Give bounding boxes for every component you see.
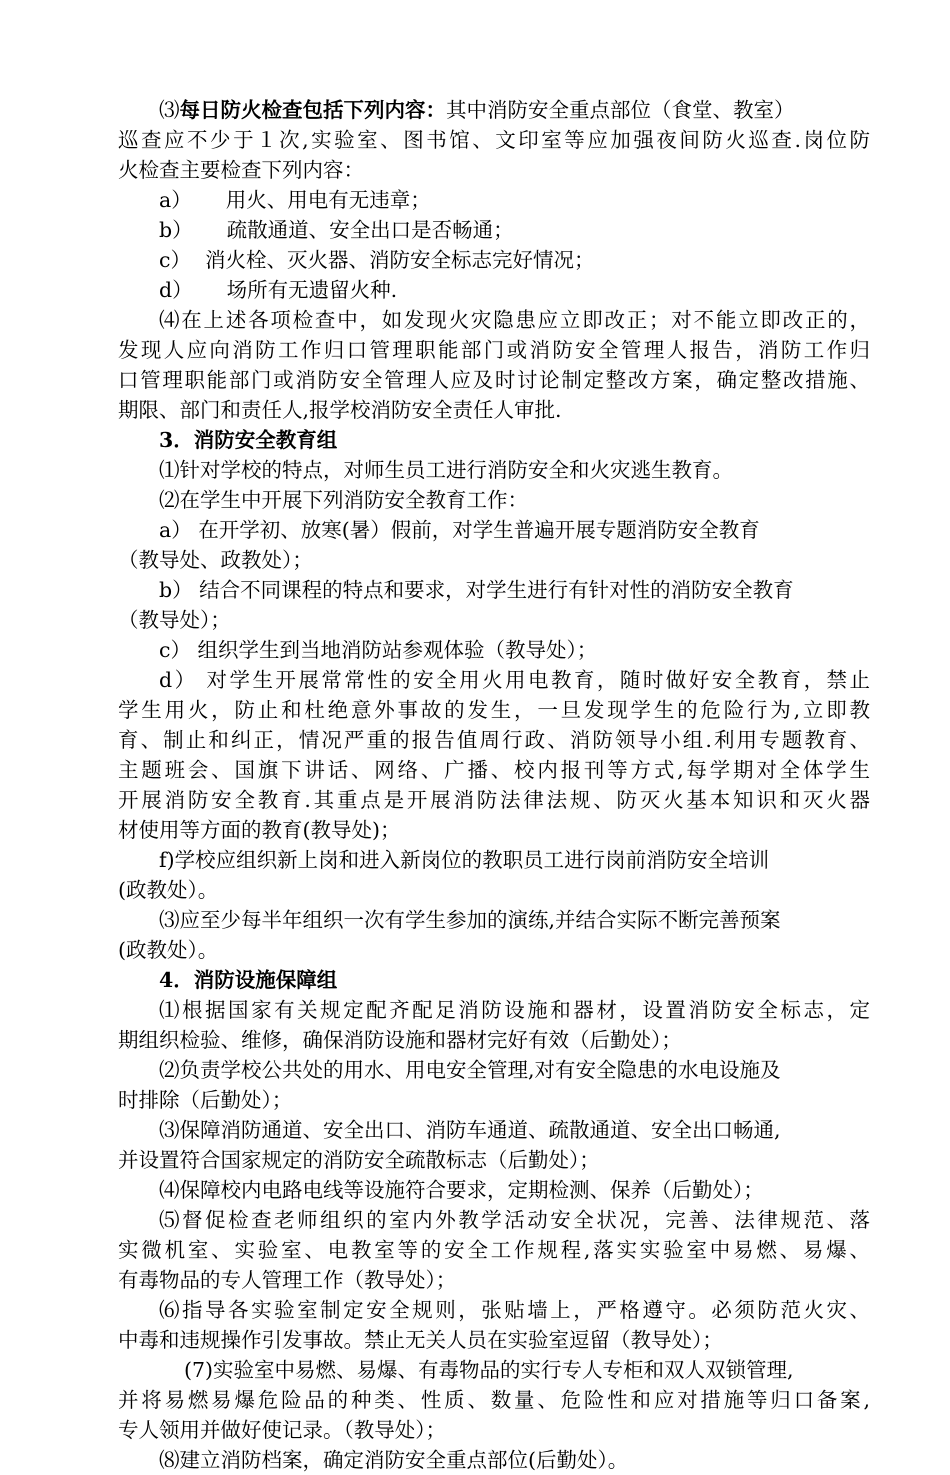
paragraph-line: （教导处、政教处）；	[118, 548, 313, 572]
paragraph-line: ⑵在学生中开展下列消防安全教育工作：	[159, 488, 528, 512]
paragraph-line: 学生用火，防止和杜绝意外事故的发生，一旦发现学生的危险行为,立即教	[118, 698, 870, 722]
paragraph-line: 时排除（后勤处）；	[118, 1088, 293, 1112]
paragraph-line: 口管理职能部门或消防安全管理人应及时讨论制定整改方案，确定整改措施、	[118, 368, 870, 392]
bold-heading: 每日防火检查包括下列内容：	[179, 98, 446, 122]
paragraph-line: b） 结合不同课程的特点和要求，对学生进行有针对性的消防安全教育	[159, 578, 794, 602]
paragraph-line: ⑸督促检查老师组织的室内外教学活动安全状况，完善、法律规范、落	[159, 1208, 870, 1232]
paragraph-line: 中毒和违规操作引发事故。禁止无关人员在实验室逗留（教导处）；	[118, 1328, 723, 1352]
paragraph-line: ⑶每日防火检查包括下列内容：其中消防安全重点部位（食堂、教室）	[159, 98, 795, 122]
paragraph-line: 火检查主要检查下列内容：	[118, 158, 364, 182]
paragraph-line: 有毒物品的专人管理工作（教导处）；	[118, 1268, 457, 1292]
paragraph-line: 材使用等方面的教育(教导处)；	[118, 818, 401, 842]
list-item: d） 场所有无遗留火种.	[159, 278, 398, 302]
paragraph-line: 期限、部门和责任人,报学校消防安全责任人审批.	[118, 398, 562, 422]
paragraph-line: (7)实验室中易燃、易爆、有毒物品的实行专人专柜和双人双锁管理,	[184, 1358, 794, 1382]
paragraph-line: 专人领用并做好使记录。（教导处）；	[118, 1418, 446, 1442]
paragraph-line: ⑹指导各实验室制定安全规则，张贴墙上，严格遵守。必须防范火灾、	[159, 1298, 870, 1322]
paragraph-line: 育、制止和纠正，情况严重的报告值周行政、消防领导小组.利用专题教育、	[118, 728, 870, 752]
list-item: c） 消火栓、灭火器、消防安全标志完好情况；	[159, 248, 595, 272]
paragraph-line: ⑶应至少每半年组织一次有学生参加的演练,并结合实际不断完善预案	[159, 908, 781, 932]
paragraph-line: (政教处）。	[118, 938, 219, 962]
paragraph-line: ⑶保障消防通道、安全出口、消防车通道、疏散通道、安全出口畅通,	[159, 1118, 781, 1142]
paragraph-line: ⑻建立消防档案，确定消防安全重点部位(后勤处）。	[159, 1448, 629, 1472]
paragraph-line: （教导处）；	[118, 608, 231, 632]
list-item: a） 用火、用电有无违章；	[159, 188, 431, 212]
paragraph-line: (政教处）。	[118, 878, 219, 902]
paragraph-line: ⑷保障校内电路电线等设施符合要求，定期检测、保养（后勤处）；	[159, 1178, 764, 1202]
paragraph-line: d） 对学生开展常常性的安全用火用电教育，随时做好安全教育，禁止	[159, 668, 870, 692]
paragraph-line: ⑴根据国家有关规定配齐配足消防设施和器材，设置消防安全标志，定	[159, 998, 870, 1022]
paragraph-line: 开展消防安全教育.其重点是开展消防法律法规、防灭火基本知识和灭火器	[118, 788, 870, 812]
section-heading: 3．消防安全教育组	[159, 428, 338, 452]
paragraph-line: 期组织检验、维修，确保消防设施和器材完好有效（后勤处）；	[118, 1028, 682, 1052]
list-item: b） 疏散通道、安全出口是否畅通；	[159, 218, 514, 242]
paragraph-line: 主题班会、国旗下讲话、网络、广播、校内报刊等方式,每学期对全体学生	[118, 758, 870, 782]
section-heading: 4．消防设施保障组	[159, 968, 338, 992]
paragraph-line: ⑴针对学校的特点，对师生员工进行消防安全和火灾逃生教育。	[159, 458, 733, 482]
paragraph-line: 实微机室、实验室、电教室等的安全工作规程,落实实验室中易燃、易爆、	[118, 1238, 870, 1262]
paragraph-line: a） 在开学初、放寒(暑）假前，对学生普遍开展专题消防安全教育	[159, 518, 760, 542]
paragraph-line: 并设置符合国家规定的消防安全疏散标志（后勤处）；	[118, 1148, 600, 1172]
paragraph-line: f)学校应组织新上岗和进入新岗位的教职员工进行岗前消防安全培训	[159, 848, 770, 872]
paragraph-line: ⑵负责学校公共处的用水、用电安全管理,对有安全隐患的水电设施及	[159, 1058, 781, 1082]
paragraph-line: 巡查应不少于１次,实验室、图书馆、文印室等应加强夜间防火巡查.岗位防	[118, 128, 870, 152]
paragraph-line: c） 组织学生到当地消防站参观体验（教导处）；	[159, 638, 598, 662]
paragraph-line: ⑷在上述各项检查中，如发现火灾隐患应立即改正；对不能立即改正的，	[159, 308, 870, 332]
paragraph-line: 发现人应向消防工作归口管理职能部门或消防安全管理人报告，消防工作归	[118, 338, 870, 362]
paragraph-line: 并将易燃易爆危险品的种类、性质、数量、危险性和应对措施等归口备案,	[118, 1388, 870, 1412]
document-body	[118, 95, 870, 1475]
